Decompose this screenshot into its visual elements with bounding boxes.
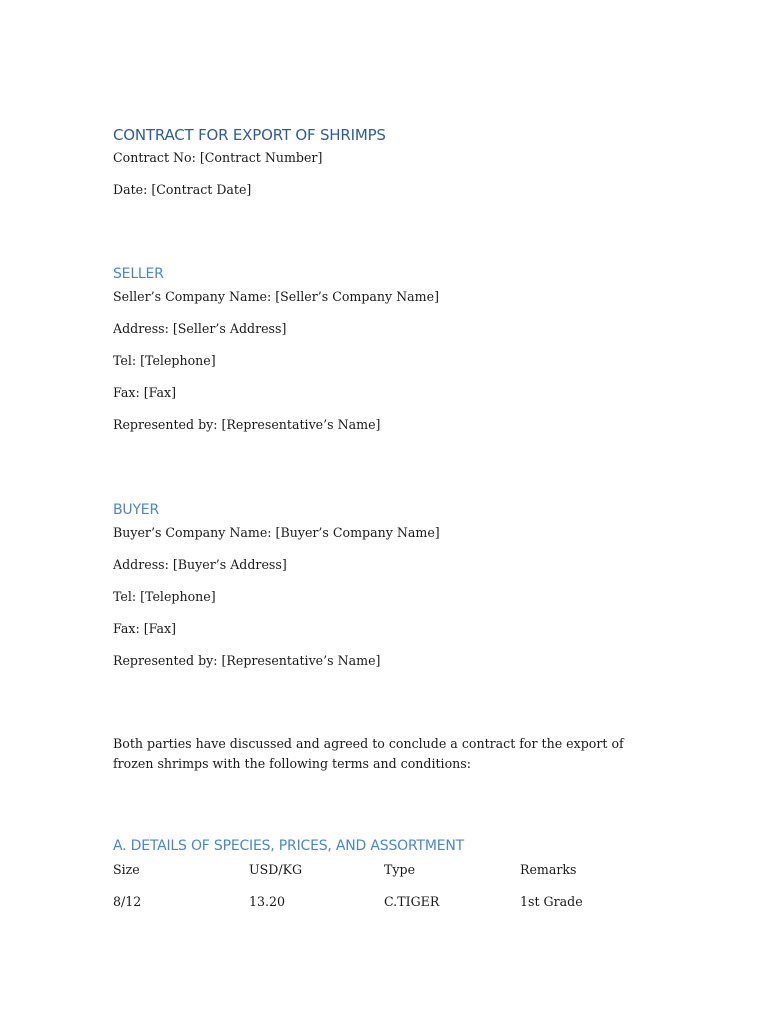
buyer-representative: Represented by: [Representative’s Name] [113,653,381,668]
section-a-heading: A. DETAILS OF SPECIES, PRICES, AND ASSORTMENT [113,838,464,854]
buyer-fax: Fax: [Fax] [113,621,177,636]
seller-heading: SELLER [113,266,164,282]
seller-telephone: Tel: [Telephone] [113,353,216,368]
buyer-address: Address: [Buyer’s Address] [113,557,287,572]
table-cell-usd-kg: 13.20 [249,894,286,909]
contract-date: Date: [Contract Date] [113,182,252,197]
seller-representative: Represented by: [Representative’s Name] [113,417,381,432]
table-header-usd-kg: USD/KG [249,862,303,877]
table-header-type: Type [384,862,416,877]
table-header-remarks: Remarks [520,862,577,877]
seller-company-name: Seller’s Company Name: [Seller’s Company Name] [113,289,439,304]
buyer-company-name: Buyer’s Company Name: [Buyer’s Company Name] [113,525,440,540]
buyer-telephone: Tel: [Telephone] [113,589,216,604]
table-cell-size: 8/12 [113,894,142,909]
document-title: CONTRACT FOR EXPORT OF SHRIMPS [113,126,386,144]
table-cell-remarks: 1st Grade [520,894,583,909]
agreement-paragraph: Both parties have discussed and agreed to conclude a contract for the export of frozen shrimps with the following terms and conditions: [113,736,624,771]
seller-address: Address: [Seller’s Address] [113,321,287,336]
table-header-size: Size [113,862,140,877]
buyer-heading: BUYER [113,502,159,518]
document-page [113,0,653,1024]
table-cell-type: C.TIGER [384,894,440,909]
contract-number: Contract No: [Contract Number] [113,150,323,165]
seller-fax: Fax: [Fax] [113,385,177,400]
